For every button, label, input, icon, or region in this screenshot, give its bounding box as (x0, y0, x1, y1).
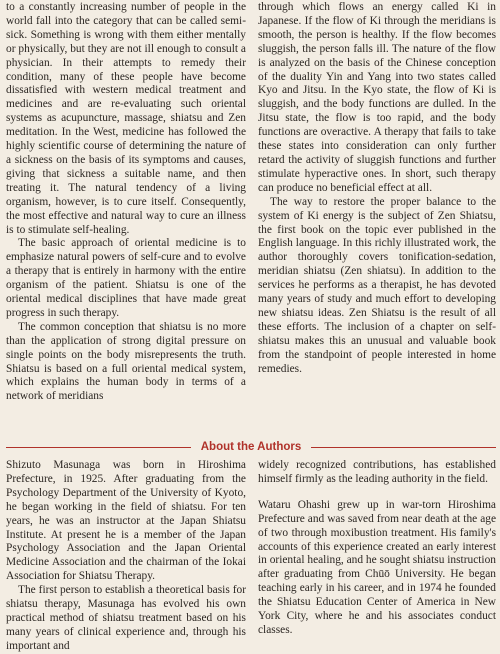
paragraph: The common conception that shiatsu is no more than the application of strong digital pressure on single points on the body misrepresents the truth. Shiatsu is based on a full oriental medical system, which explains the human body in terms of a network of meridians (6, 320, 246, 403)
paragraph: Shizuto Masunaga was born in Hiroshima Prefecture, in 1925. After graduating from the Psychology Department of the University of Kyoto, he began working in the field of shiatsu. For ten years, he was an instructor at the Japan Shiatsu Institute. At present he is a member of the Japan Psychology Association and the Japan Oriental Medicine Association and the chairman of the Iokai Association for Shiatsu Therapy. (6, 459, 246, 583)
paragraph: widely recognized contributions, has established himself firmly as the leading authority in the field. (258, 459, 496, 485)
authors-column-right (258, 459, 496, 638)
intro-column-right (258, 1, 496, 376)
divider-rule-left (6, 447, 191, 448)
paragraph: to a constantly increasing number of people in the world fall into the category that can be called semi-sick. Something is wrong with them either mentally or physically, but they are not ill enough to consult a physician. In their attempts to remedy their condition, many of these people have become dissatisfied with western medical treatment and medicines and are re-evaluating such oriental systems as acupuncture, massage, shiatsu and Zen meditation. In the West, medicine has followed the highly scientific course of determining the nature of a sickness on the basis of its symptoms and causes, giving that sickness a suitable name, and then treating it. The natural tendency of a living organism, however, is to cure itself. Consequently, the most effective and natural way to cure an illness is to stimulate self-healing. (6, 1, 246, 236)
paragraph: The first person to establish a theoretical basis for shiatsu therapy, Masunaga has evolved his own practical method of shiatsu treatment based on his many years of clinical experience and, through his important and (6, 584, 246, 652)
intro-column-left (6, 1, 246, 404)
paragraph: The way to restore the proper balance to the system of Ki energy is the subject of Zen Shiatsu, the first book on the topic ever published in the English language. In this richly illustrated work, the author thoroughly covers tonification-sedation, meridian shiatsu (Zen shiatsu). In addition to the services he performs as a therapist, he has devoted many years of study and much effort to developing new shiatsu ideas. Zen Shiatsu is the result of all these efforts. The inclusion of a chapter on self-shiatsu makes this an unusual and valuable book from the standpoint of people interested in home remedies. (258, 195, 496, 375)
paragraph: The basic approach of oriental medicine is to emphasize natural powers of self-cure and to evolve a therapy that is entirely in harmony with the entire organism of the patient. Shiatsu is one of the oriental medical disciplines that have made great progress in such therapy. (6, 237, 246, 319)
section-divider (6, 440, 496, 454)
authors-column-left (6, 459, 246, 654)
section-heading: About the Authors (200, 441, 302, 453)
divider-rule-right (311, 447, 496, 448)
paragraph: through which flows an energy called Ki in Japanese. If the flow of Ki through the meridians is smooth, the person is healthy. If the flow becomes sluggish, the person falls ill. The nature of the flow is analyzed on the basis of the Chinese conception of the duality Yin and Yang into two states called Kyo and Jitsu. In the Kyo state, the flow of Ki is sluggish, and the body functions are dulled. In the Jitsu state, the flow is too rapid, and the body functions are overactive. A therapy that fails to take these states into consideration can only further retard the activity of sluggish functions and further stimulate hyperactive ones. In short, such therapy can produce no beneficial effect at all. (258, 1, 496, 194)
paragraph: Wataru Ohashi grew up in war-torn Hiroshima Prefecture and was saved from near death at the age of two through moxibustion treatment. His family's accounts of this experience created an early interest in oriental healing, and he sought shiatsu instruction after graduating from Chūō University. He began teaching early in his career, and in 1974 he founded the Shiatsu Education Center of America in New York City, where he and his associates conduct classes. (258, 498, 496, 636)
